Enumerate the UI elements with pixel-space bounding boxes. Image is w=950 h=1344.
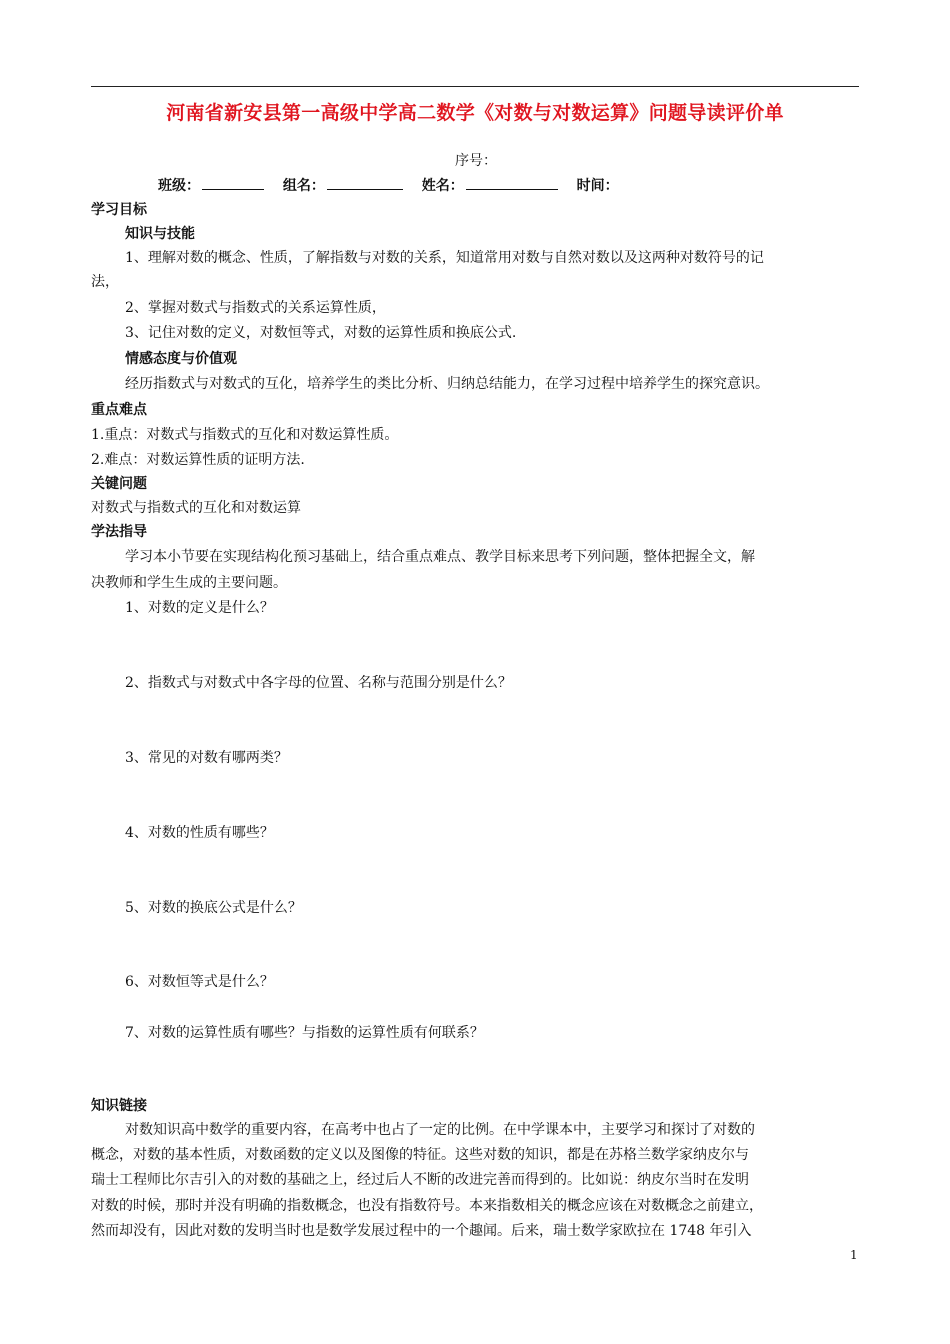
key-points-heading: 重点难点 [91, 402, 147, 418]
time-label: 时间： [576, 178, 619, 194]
name-blank[interactable] [466, 175, 558, 190]
method-heading: 学法指导 [91, 524, 147, 540]
goal-k3: 3、记住对数的定义，对数恒等式，对数的运算性质和换底公式. [125, 325, 517, 341]
document-title: 河南省新安县第一高级中学高二数学《对数与对数运算》问题导读评价单 [166, 102, 784, 124]
key-point-1: 1.重点：对数式与指数式的互化和对数运算性质。 [91, 427, 399, 443]
knowledge-link-heading: 知识链接 [91, 1098, 147, 1114]
serial-number-label: 序号： [455, 153, 497, 169]
knowledge-link-line: 概念，对数的基本性质，对数函数的定义以及图像的特征。这些对数的知识，都是在苏格兰数学家纳皮尔与 [91, 1147, 749, 1163]
knowledge-link-line: 对数知识高中数学的重要内容，在高考中也占了一定的比例。在中学课本中，主要学习和探讨了对数的 [125, 1122, 755, 1138]
question-item: 6、对数恒等式是什么？ [125, 974, 274, 990]
page-number: 1 [850, 1248, 858, 1262]
method-intro-line1: 学习本小节要在实现结构化预习基础上，结合重点难点、教学目标来思考下列问题，整体把握全文，解 [125, 549, 755, 565]
class-label: 班级： [158, 178, 200, 194]
goal-k1-line1: 1、理解对数的概念、性质，了解指数与对数的关系，知道常用对数与自然对数以及这两种对数符号的记 [125, 250, 764, 266]
group-label: 组名： [282, 178, 325, 194]
goal-k2: 2、掌握对数式与指数式的关系运算性质， [125, 300, 386, 316]
emotion-heading: 情感态度与价值观 [125, 351, 237, 367]
goal-e1: 经历指数式与对数式的互化，培养学生的类比分析、归纳总结能力，在学习过程中培养学生的探究意识。 [125, 376, 769, 392]
name-label: 姓名： [421, 178, 464, 194]
question-item: 5、对数的换底公式是什么？ [125, 900, 302, 916]
key-problem-heading: 关键问题 [91, 476, 147, 492]
class-blank[interactable] [202, 175, 264, 190]
goal-k1-line2: 法， [91, 274, 119, 290]
question-item: 7、对数的运算性质有哪些？与指数的运算性质有何联系？ [125, 1025, 484, 1041]
goals-heading: 学习目标 [91, 202, 147, 218]
question-item: 3、常见的对数有哪两类？ [125, 750, 288, 766]
knowledge-link-line: 对数的时候，那时并没有明确的指数概念，也没有指数符号。本来指数相关的概念应该在对数概念之前建立， [91, 1198, 763, 1214]
method-intro-line2: 决教师和学生生成的主要问题。 [91, 575, 287, 591]
question-item: 1、对数的定义是什么？ [125, 600, 274, 616]
question-item: 2、指数式与对数式中各字母的位置、名称与范围分别是什么？ [125, 675, 512, 691]
knowledge-heading: 知识与技能 [125, 226, 195, 242]
question-item: 4、对数的性质有哪些？ [125, 825, 274, 841]
group-blank[interactable] [327, 175, 403, 190]
knowledge-link-line: 然而却没有，因此对数的发明当时也是数学发展过程中的一个趣闻。后来，瑞士数学家欧拉在 1748 年引入 [91, 1223, 752, 1239]
key-problem-text: 对数式与指数式的互化和对数运算 [91, 500, 301, 516]
student-info-row [158, 175, 621, 195]
knowledge-link-line: 瑞士工程师比尔吉引入的对数的基础之上，经过后人不断的改进完善而得到的。比如说：纳皮尔当时在发明 [91, 1172, 749, 1188]
key-point-2: 2.难点：对数运算性质的证明方法. [91, 452, 305, 468]
header-rule [91, 86, 859, 87]
